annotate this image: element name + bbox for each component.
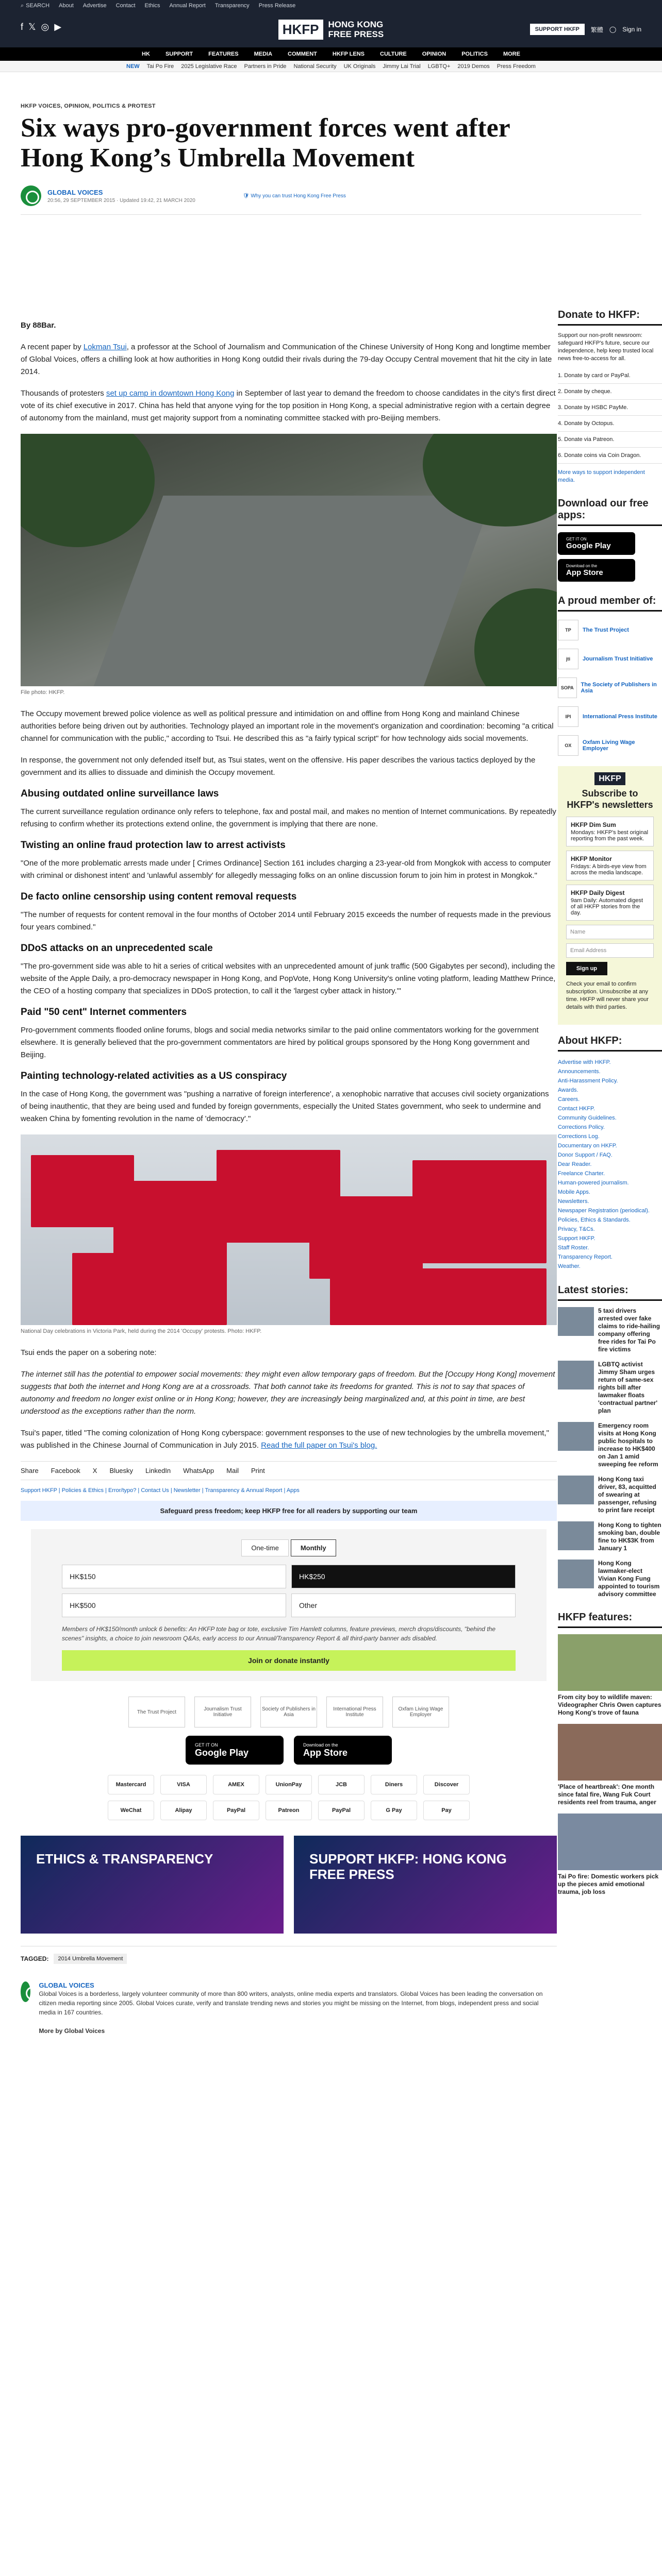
about-link[interactable]: Staff Roster.: [558, 1245, 589, 1251]
join-button[interactable]: Join or donate instantly: [62, 1650, 516, 1671]
trend-item[interactable]: 2025 Legislative Race: [181, 63, 237, 70]
section-heading: Abusing outdated online surveillance laws: [21, 788, 219, 799]
trend-item[interactable]: Press Freedom: [496, 63, 536, 70]
sidebar-google-play[interactable]: GET IT ON Google Play: [558, 532, 635, 555]
author-name[interactable]: GLOBAL VOICES: [47, 188, 103, 196]
paragraph: The current surveillance regulation ordinance only refers to telephone, fax and postal mail, and makes no mention of Internet communications. By repeatedly refusing to confirm whether its protections extend online, the government is implying that there are none.: [21, 807, 556, 828]
x-icon[interactable]: 𝕏: [28, 22, 36, 32]
topbar-about[interactable]: About: [59, 3, 74, 9]
latest-story[interactable]: 5 taxi drivers arrested over fake claims to ride-hailing company offering free rides for Tai Po fire victims: [558, 1307, 662, 1353]
paragraph: In the case of Hong Kong, the government was "pushing a narrative of foreign interference', a xenophobic narrative that accuses civil society organizations of being inauthentic, that they are being used and funded by foreign governments, especially the United States government, who seek to undermine and weaken China by fomenting revolution in the name of 'democracy'.": [21, 1090, 549, 1123]
share-linkedin[interactable]: LinkedIn: [145, 1467, 171, 1475]
full-paper-link[interactable]: Read the full paper on Tsui's blog.: [261, 1441, 377, 1450]
flag-shape: [309, 1196, 423, 1279]
feature-story[interactable]: From city boy to wildlife maven: Videographer Chris Owen captures Hong Kong's trove of fauna: [558, 1634, 662, 1717]
newsletter-option[interactable]: HKFP Daily Digest 9am Daily: Automated digest of all HKFP stories from the day.: [566, 885, 654, 921]
promo-banners: [21, 1836, 557, 1934]
nav-more[interactable]: MORE: [503, 51, 520, 57]
about-link[interactable]: Newsletters.: [558, 1198, 589, 1205]
bio-text: [39, 1981, 557, 2045]
feature-story[interactable]: Tai Po fire: Domestic workers pick up the pieces amid emotional trauma, job loss: [558, 1814, 662, 1896]
tags: [21, 1946, 557, 1971]
latest-story[interactable]: LGBTQ activist Jimmy Sham urges return of same-sex rights bill after lawmaker floats 'contractual partner' plan: [558, 1361, 662, 1415]
top-utility-bar: [0, 0, 662, 11]
paragraph: Tsui's paper, titled "The coming colonization of Hong Kong cyberspace: government responses to the use of new technologies by the umbrella movement," was published in the Chinese Journal of Communication in July 2015. Read the full paper on Tsui's blog.: [21, 1429, 549, 1450]
amount-grid: [62, 1565, 516, 1617]
about-link[interactable]: Mobile Apps.: [558, 1189, 590, 1195]
trend-new-label: NEW: [126, 63, 140, 70]
member-org[interactable]: TP The Trust Project: [558, 620, 662, 640]
nav-comment[interactable]: COMMENT: [288, 51, 317, 57]
story-thumb: [558, 1422, 594, 1451]
photo-caption: File photo: HKFP.: [21, 689, 65, 696]
topbar-search[interactable]: ⌕ SEARCH: [21, 2, 50, 9]
latest-story[interactable]: Hong Kong to tighten smoking ban, double fine to HK$3K from January 1: [558, 1521, 662, 1552]
member-org[interactable]: jti Journalism Trust Initiative: [558, 649, 662, 669]
paragraph: Tsui ends the paper on a sobering note:: [21, 1348, 157, 1357]
unionpay-icon: UnionPay: [266, 1775, 312, 1794]
photo-caption: National Day celebrations in Victoria Park, held during the 2014 'Occupy' protests. Photo: HKFP.: [21, 1328, 262, 1334]
pull-quote: The internet still has the potential to empower social movements: they might even allow temporary gaps of freedom. But the [Occupy Hong Kong] movement suggests that both the internet and Hong Kong are at a crossroads. That both cannot take its freedoms for granted. This is not to say that spaces of autonomy and freedom no longer exist online or in Hong Kong; however, they are increasingly being marginalized and, at this point in time, are best understood as the exceptions rather than the norm.: [21, 1370, 555, 1416]
social-icons: [21, 22, 61, 32]
nav-politics[interactable]: POLITICS: [461, 51, 488, 57]
youtube-icon[interactable]: ▶: [54, 22, 62, 32]
language-toggle[interactable]: 繁體: [590, 26, 603, 33]
membership-note: Members of HK$150/month unlock 6 benefits: An HKFP tote bag or tote, exclusive Tim Hamlett columns, feature previews, merch drops/discounts, "behind the scenes" insights, a choice to join newsroom Q&As, early access to our Annual/Transparency Report & all third-party banner ads disabled.: [62, 1625, 495, 1642]
byline-text: [47, 189, 195, 204]
trend-item[interactable]: UK Originals: [343, 63, 376, 70]
about-link[interactable]: Donor Support / FAQ.: [558, 1152, 613, 1158]
byline: [21, 184, 641, 207]
about-link[interactable]: Awards.: [558, 1087, 578, 1093]
tag-chip[interactable]: 2014 Umbrella Movement: [54, 1954, 127, 1964]
badge-ipi[interactable]: International Press Institute: [326, 1697, 383, 1727]
about-link[interactable]: Advertise with HKFP.: [558, 1059, 611, 1065]
amount-option-selected[interactable]: HK$250: [291, 1565, 516, 1588]
trend-item[interactable]: National Security: [293, 63, 337, 70]
paragraph: Pro-government comments flooded online forums, blogs and social media networks similar to the paid online commentators working for the government elsewhere. It is generally believed that the pro-government commentators are hired by political groups sponsored by the Hong Kong government and Beijing.: [21, 1026, 539, 1059]
section-heading: Paid "50 cent" Internet commenters: [21, 1007, 187, 1018]
about-link[interactable]: Documentary on HKFP.: [558, 1143, 617, 1149]
section-heading: Painting technology-related activities as a US conspiracy: [21, 1071, 287, 1081]
about-link[interactable]: Careers.: [558, 1096, 580, 1103]
tree-shape: [21, 434, 155, 547]
visa-icon: VISA: [160, 1775, 207, 1794]
about-link[interactable]: Freelance Charter.: [558, 1171, 605, 1177]
donate-banner[interactable]: Safeguard press freedom; keep HKFP free for all readers by supporting our team: [21, 1501, 557, 1521]
topbar-ethics[interactable]: Ethics: [144, 3, 160, 9]
author-avatar[interactable]: [21, 1981, 30, 2002]
share-bluesky[interactable]: Bluesky: [109, 1467, 133, 1475]
donate-option[interactable]: 3. Donate by HSBC PayMe.: [558, 400, 662, 416]
amount-option[interactable]: Other: [291, 1594, 516, 1617]
paragraph: Thousands of protesters set up camp in downtown Hong Kong in September of last year to demand the freedom to choose candidates in the city's first direct vote of its chief executive in 2017. China has held that anyone vying for the top position in Hong Kong, a special administrative region with a certain degree of autonomy from the mainland, must get majority support from a nominating committee stacked with pro-Beijing members.: [21, 389, 556, 422]
divider: [21, 214, 641, 215]
bio-author-name[interactable]: GLOBAL VOICES: [39, 1981, 94, 1989]
about-link[interactable]: Anti-Harassment Policy.: [558, 1078, 618, 1084]
signin-link[interactable]: Sign in: [622, 26, 641, 33]
signup-button[interactable]: Sign up: [566, 962, 607, 975]
sidebar: [558, 309, 662, 1903]
amount-option[interactable]: HK$500: [62, 1594, 286, 1617]
member-org[interactable]: IPI International Press Institute: [558, 706, 662, 727]
latest-story[interactable]: Hong Kong lawmaker-elect Vivian Kong Fung appointed to tourism advisory committee: [558, 1560, 662, 1598]
site-header: [0, 11, 662, 47]
about-link[interactable]: Human-powered journalism.: [558, 1180, 629, 1186]
article-title: Six ways pro-government forces went after Hong Kong’s Umbrella Movement: [21, 113, 510, 173]
paragraph: "One of the more problematic arrests made under [ Crimes Ordinance] Section 161 includes charging a 23-year-old from Mongkok with access to computer with criminal or dishonest intent' and 'unlawful assembly' for allegedly messaging folks on an online discussion forum to join him in protest in Mongkok.": [21, 859, 551, 880]
author-avatar[interactable]: [21, 185, 41, 206]
about-list: [558, 1058, 662, 1271]
trend-item[interactable]: 2019 Demos: [457, 63, 490, 70]
road-shape: [85, 496, 493, 686]
payment-methods: [21, 1775, 557, 1820]
nav-opinion[interactable]: OPINION: [422, 51, 446, 57]
discover-icon: Discover: [423, 1775, 470, 1794]
paragraph: In response, the government not only defended itself but, as Tsui states, went on the offensive. His paper describes the various tactics deployed by the government and its allies to dissuade and diminish the Occupy movement.: [21, 756, 536, 777]
lokman-tsui-link[interactable]: Lokman Tsui: [83, 343, 127, 351]
tree-shape: [474, 588, 557, 686]
member-badges: [21, 1697, 557, 1727]
nav-hkfp-lens[interactable]: HKFP LENS: [332, 51, 365, 57]
topbar-contact[interactable]: Contact: [115, 3, 136, 9]
bio-paragraph: Global Voices is a borderless, largely volunteer community of more than 800 writers, analysts, online media experts and translators. Global Voices has been leading the conversation on citizen media reporting since 2005. Global Voices curate, verify and translate trending news and stories you might be missing on the Internet, from blogs, independent press and social media in 167 countries.: [39, 1990, 543, 2016]
page-wrap: [21, 103, 661, 2035]
article-photo-flags: [21, 1134, 557, 1325]
newsletter-box: [558, 766, 662, 1025]
facebook-icon[interactable]: f: [21, 22, 24, 32]
apps-heading: Download our free apps:: [558, 498, 662, 526]
mastercard-icon: Mastercard: [108, 1775, 154, 1794]
jcb-icon: JCB: [318, 1775, 365, 1794]
more-by-link[interactable]: More by Global Voices: [39, 2027, 105, 2035]
article-photo-road: [21, 434, 557, 686]
logo-text: HONG KONG FREE PRESS: [328, 20, 384, 39]
trend-item[interactable]: LGBTQ+: [427, 63, 451, 70]
tagged-label: TAGGED:: [21, 1955, 49, 1962]
proud-heading: A proud member of:: [558, 595, 662, 612]
oxfam-icon: OX: [558, 735, 578, 756]
flag-shape: [330, 1268, 547, 1325]
story-thumb: [558, 1560, 594, 1588]
support-hkfp-button[interactable]: SUPPORT HKFP: [530, 24, 585, 35]
donate-option[interactable]: 5. Donate via Patreon.: [558, 432, 662, 448]
sopa-icon: SOPA: [558, 677, 577, 698]
about-link[interactable]: Transparency Report.: [558, 1254, 613, 1260]
search-icon: ⌕: [21, 2, 24, 9]
nav-support[interactable]: SUPPORT: [165, 51, 193, 57]
section-heading: Twisting an online fraud protection law to arrest activists: [21, 840, 286, 851]
shield-icon: 🛡: [242, 193, 250, 199]
ethics-promo[interactable]: ETHICS & TRANSPARENCY: [21, 1836, 284, 1934]
logo-box: HKFP: [278, 20, 323, 40]
article-categories[interactable]: HKFP VOICES, OPINION, POLITICS & PROTEST: [21, 103, 156, 109]
trend-item[interactable]: Jimmy Lai Trial: [383, 63, 421, 70]
nav-hk[interactable]: HK: [142, 51, 150, 57]
trend-item[interactable]: Tai Po Fire: [146, 63, 174, 70]
camp-link[interactable]: set up camp in downtown Hong Kong: [106, 389, 235, 398]
author-bio: [21, 1971, 557, 2055]
jti-icon: jti: [558, 649, 578, 669]
article-byline-by: By 88Bar.: [21, 321, 56, 330]
amount-option[interactable]: HK$150: [62, 1565, 286, 1588]
share-facebook[interactable]: Facebook: [51, 1467, 80, 1475]
story-thumb: [558, 1307, 594, 1336]
topbar-advertise[interactable]: Advertise: [82, 3, 107, 9]
applepay-icon: Pay: [423, 1801, 470, 1820]
feature-story[interactable]: 'Place of heartbreak': One month since fatal fire, Wang Fuk Court residents reel from trauma, anger: [558, 1724, 662, 1806]
feature-image: [558, 1814, 662, 1870]
ipi-icon: IPI: [558, 706, 578, 727]
donate-heading: Donate to HKFP:: [558, 309, 662, 326]
patreon-icon: Patreon: [266, 1801, 312, 1820]
about-link[interactable]: Policies, Ethics & Standards.: [558, 1217, 631, 1223]
header-actions: [530, 24, 641, 35]
story-thumb: [558, 1361, 594, 1389]
section-heading: DDoS attacks on an unprecedented scale: [21, 943, 213, 954]
app-store-button[interactable]: Download on the App Store: [294, 1736, 392, 1765]
article-date: 20:56, 29 SEPTEMBER 2015 · Updated 19:42, 21 MARCH 2020: [47, 197, 195, 204]
email-input[interactable]: Email Address: [566, 943, 654, 958]
sidebar-app-store[interactable]: Download on the App Store: [558, 559, 635, 582]
feature-image: [558, 1724, 662, 1781]
donate-option[interactable]: 6. Donate coins via Coin Dragon.: [558, 448, 662, 464]
monthly-tab[interactable]: Monthly: [291, 1539, 336, 1556]
nav-media[interactable]: MEDIA: [254, 51, 273, 57]
member-org[interactable]: SOPA The Society of Publishers in Asia: [558, 677, 662, 698]
diners-icon: Diners: [371, 1775, 417, 1794]
about-link[interactable]: Corrections Log.: [558, 1133, 600, 1140]
one-time-tab[interactable]: One-time: [241, 1539, 288, 1556]
section-heading: De facto online censorship using content removal requests: [21, 891, 297, 902]
name-input[interactable]: Name: [566, 925, 654, 939]
badge-sopa[interactable]: Society of Publishers in Asia: [260, 1697, 317, 1727]
share-bar: [21, 1461, 557, 1480]
amex-icon: AMEX: [213, 1775, 259, 1794]
newsletter-heading: Subscribe to HKFP's newsletters: [567, 788, 653, 810]
newsletter-option[interactable]: HKFP Dim Sum Mondays: HKFP's best original reporting from the past week.: [566, 817, 654, 846]
share-x[interactable]: X: [92, 1467, 97, 1475]
topbar-annual-report[interactable]: Annual Report: [169, 3, 206, 9]
trend-item[interactable]: Partners in Pride: [244, 63, 287, 70]
features-heading: HKFP features:: [558, 1612, 662, 1628]
flag-shape: [412, 1160, 547, 1263]
instagram-icon[interactable]: ◎: [41, 22, 49, 32]
about-link[interactable]: Community Guidelines.: [558, 1115, 617, 1121]
donation-widget: [31, 1529, 547, 1681]
donate-option[interactable]: 4. Donate by Octopus.: [558, 416, 662, 432]
badge-oxfam[interactable]: Oxfam Living Wage Employer: [392, 1697, 449, 1727]
frequency-toggle: [41, 1539, 536, 1556]
flag-shape: [72, 1253, 227, 1325]
donate-option[interactable]: 1. Donate by card or PayPal.: [558, 368, 662, 384]
paragraph: A recent paper by Lokman Tsui, a professor at the School of Journalism and Communication of the Chinese University of Hong Kong and longtime member of Global Voices, offers a chilling look at how authorities in Hong Kong outdid their rivals during the 79-day Occupy Central movement that hit the city in late 2014.: [21, 343, 552, 376]
about-link[interactable]: Privacy, T&Cs.: [558, 1226, 595, 1232]
about-link[interactable]: Announcements.: [558, 1069, 601, 1075]
share-print[interactable]: Print: [251, 1467, 265, 1475]
site-logo[interactable]: [278, 20, 384, 40]
donate-option[interactable]: 2. Donate by cheque.: [558, 384, 662, 400]
wechat-icon: WeChat: [108, 1801, 154, 1820]
newsletter-logo: HKFP: [566, 774, 654, 784]
newsletter-note: Check your email to confirm subscription. Unsubscribe at any time. HKFP will never share your details with third parties.: [566, 981, 649, 1010]
about-link[interactable]: Corrections Policy.: [558, 1124, 605, 1130]
share-whatsapp[interactable]: WhatsApp: [183, 1467, 214, 1475]
trust-project-icon: TP: [558, 620, 578, 640]
footer-links[interactable]: Support HKFP | Policies & Ethics | Error/typo? | Contact Us | Newsletter | Transparency & Annual Report | Apps: [21, 1487, 300, 1494]
paypal-icon: PayPal: [213, 1801, 259, 1820]
trust-link[interactable]: 🛡 Why you can trust Hong Kong Free Press: [242, 193, 346, 199]
latest-story[interactable]: Hong Kong taxi driver, 83, acquitted of swearing at passenger, refusing to print fare receipt: [558, 1476, 662, 1514]
latest-story[interactable]: Emergency room visits at Hong Kong public hospitals to increase to HK$400 on Jan 1 amid sweeping fee reform: [558, 1422, 662, 1468]
story-thumb: [558, 1521, 594, 1550]
badge-trust-project[interactable]: The Trust Project: [128, 1697, 185, 1727]
newsletter-option[interactable]: HKFP Monitor Fridays: A birds-eye view from across the media landscape.: [566, 851, 654, 880]
paragraph: "The pro-government side was able to hit a series of critical websites with an unprecedented amount of junk traffic (500 Gigabytes per second), including the website of the Apple Daily, a pro-democracy newspaper in Hong Kong, and PopVote, Hong Kong University's online voting platform, leading Matthew Prince, the CEO of a hosting company that specializes in DDoS protection, to call it the 'largest cyber attack in history.'": [21, 962, 556, 995]
about-link[interactable]: Support HKFP.: [558, 1235, 595, 1242]
story-thumb: [558, 1476, 594, 1504]
alipay-icon: Alipay: [160, 1801, 207, 1820]
article-body: [21, 319, 557, 2055]
trending-bar: [0, 61, 662, 72]
badge-jti[interactable]: Journalism Trust Initiative: [194, 1697, 251, 1727]
paragraph: The Occupy movement brewed police violence as well as political pressure and intimidation on and offline from Hong Kong and mainland Chinese authorities before being driven out by authorities. Technology played an important role in the movement's organization and coordination: becoming "a critical channel for communication with the public," according to Tsui. He described this as "a fairly typical script" for how technology aids social movements.: [21, 709, 554, 743]
topbar-transparency[interactable]: Transparency: [214, 3, 250, 9]
donate-intro[interactable]: Support our non-profit newsroom: safeguard HKFP's future, secure our independence, help keep trusted local news free-to-access for all.: [558, 332, 654, 362]
about-link[interactable]: Newspaper Registration (periodical).: [558, 1208, 650, 1214]
about-heading: About HKFP:: [558, 1035, 662, 1052]
topbar-press-release[interactable]: Press Release: [258, 3, 296, 9]
paypal-icon: PayPal: [318, 1801, 365, 1820]
about-link[interactable]: Contact HKFP.: [558, 1106, 595, 1112]
about-link[interactable]: Weather.: [558, 1263, 581, 1269]
nav-features[interactable]: FEATURES: [208, 51, 239, 57]
share-mail[interactable]: Mail: [226, 1467, 239, 1475]
member-org[interactable]: OX Oxfam Living Wage Employer: [558, 735, 662, 756]
feature-image: [558, 1634, 662, 1691]
app-store-buttons: [21, 1736, 557, 1765]
google-play-button[interactable]: GET IT ON Google Play: [186, 1736, 284, 1765]
paragraph: "The number of requests for content removal in the four months of October 2014 until February 2015 exceeds the number of requests made in the previous four years combined.": [21, 910, 551, 931]
gpay-icon: G Pay: [371, 1801, 417, 1820]
support-promo[interactable]: SUPPORT HKFP: HONG KONG FREE PRESS: [294, 1836, 557, 1934]
user-icon[interactable]: ◯: [609, 26, 617, 33]
nav-culture[interactable]: CULTURE: [380, 51, 407, 57]
more-ways-link[interactable]: More ways to support independent media.: [558, 469, 645, 483]
share-label: Share: [21, 1467, 39, 1475]
about-link[interactable]: Dear Reader.: [558, 1161, 592, 1167]
main-nav: [0, 47, 662, 61]
latest-heading: Latest stories:: [558, 1284, 662, 1301]
